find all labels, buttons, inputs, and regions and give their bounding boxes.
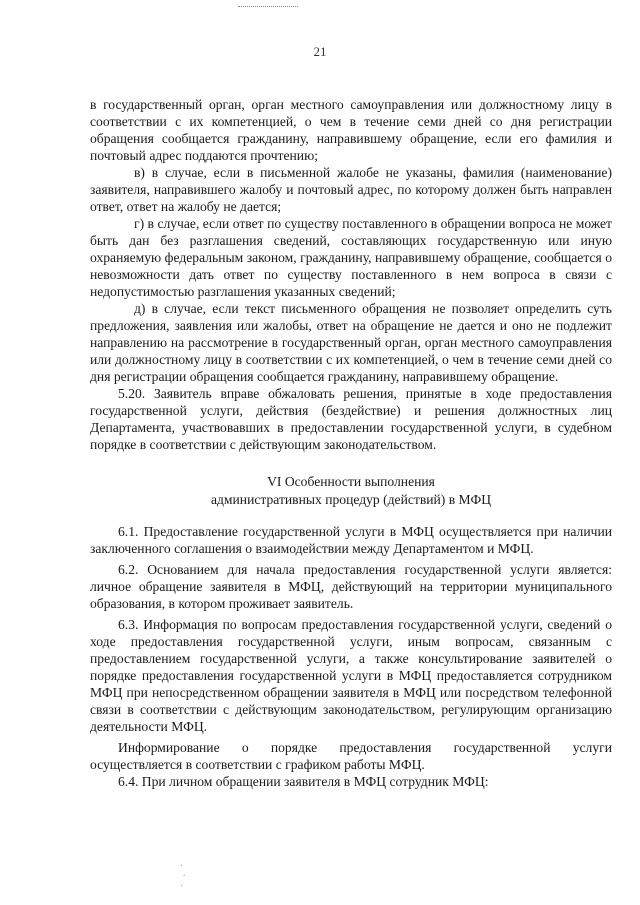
- paragraph-6-3: 6.3. Информация по вопросам предоставления государственной услуги, сведений о ходе предоставления государственной услуги, иным вопросам, связанным с предоставлением государственной услуги, а также консультирование заявителей о порядке предоставления государственной услуги в МФЦ предоставляется сотрудником МФЦ при непосредственном обращении заявителя в МФЦ или посредством телефонной связи в соответствии с действующим законодательством, регулирующим организацию деятельности МФЦ.: [90, 617, 612, 734]
- paragraph-5-20: 5.20. Заявитель вправе обжаловать решения, принятые в ходе предоставления государственной услуги, действия (бездействие) и решения должностных лиц Департамента, участвовавших в предоставлении государственной услуги, в судебном порядке в соответствии с действующим законодательством.: [90, 386, 612, 452]
- paragraph-6-1: 6.1. Предоставление государственной услуги в МФЦ осуществляется при наличии заключенного соглашения о взаимодействии между Департаментом и МФЦ.: [90, 524, 612, 556]
- section-heading-line2: административных процедур (действий) в МФЦ: [210, 492, 492, 507]
- document-body: [90, 96, 612, 790]
- paragraph-item-d: д) в случае, если текст письменного обращения не позволяет определить суть предложения, заявления или жалобы, ответ на обращение не дается и оно не подлежит направлению на рассмотрение в государственный орган, орган местного самоуправления или должностному лицу в соответствии с их компетенцией, о чем в течение семи дней со дня регистрации обращения сообщается гражданину, направившему обращение.: [90, 301, 612, 384]
- paragraph-informing: Информирование о порядке предоставления государственной услуги осуществляется в соответствии с графиком работы МФЦ.: [90, 740, 612, 772]
- section-heading: [90, 473, 612, 509]
- section-heading-line1: VI Особенности выполнения: [267, 474, 435, 489]
- paragraph-item-g: г) в случае, если ответ по существу поставленного в обращении вопроса не может быть дан без разглашения сведений, составляющих государственную или иную охраняемую федеральным законом, гражданину, направившему обращение, сообщается о невозможности дать ответ по существу поставленного в нем вопроса в связи с недопустимостью разглашения указанных сведений;: [90, 216, 612, 299]
- paragraph-6-4: 6.4. При личном обращении заявителя в МФЦ сотрудник МФЦ:: [118, 774, 489, 789]
- paragraph-6-2: 6.2. Основанием для начала предоставления государственной услуги является: личное обращение заявителя в МФЦ, действующий на территории муниципального образования, в котором проживает заявитель.: [90, 562, 612, 611]
- page-number: 21: [313, 44, 327, 59]
- paragraph-item-v: в) в случае, если в письменной жалобе не указаны, фамилия (наименование) заявителя, направившего жалобу и почтовый адрес, по которому должен быть направлен ответ, ответ на жалобу не дается;: [90, 165, 612, 214]
- scan-artifact: [238, 0, 298, 7]
- paragraph-continuation: в государственный орган, орган местного самоуправления или должностному лицу в соответствии с их компетенцией, о чем в течение семи дней со дня регистрации обращения сообщается гражданину, направившему обращение, если его фамилия и почтовый адрес поддаются прочтению;: [90, 97, 612, 163]
- scan-artifact-dots: · · ·: [180, 861, 186, 892]
